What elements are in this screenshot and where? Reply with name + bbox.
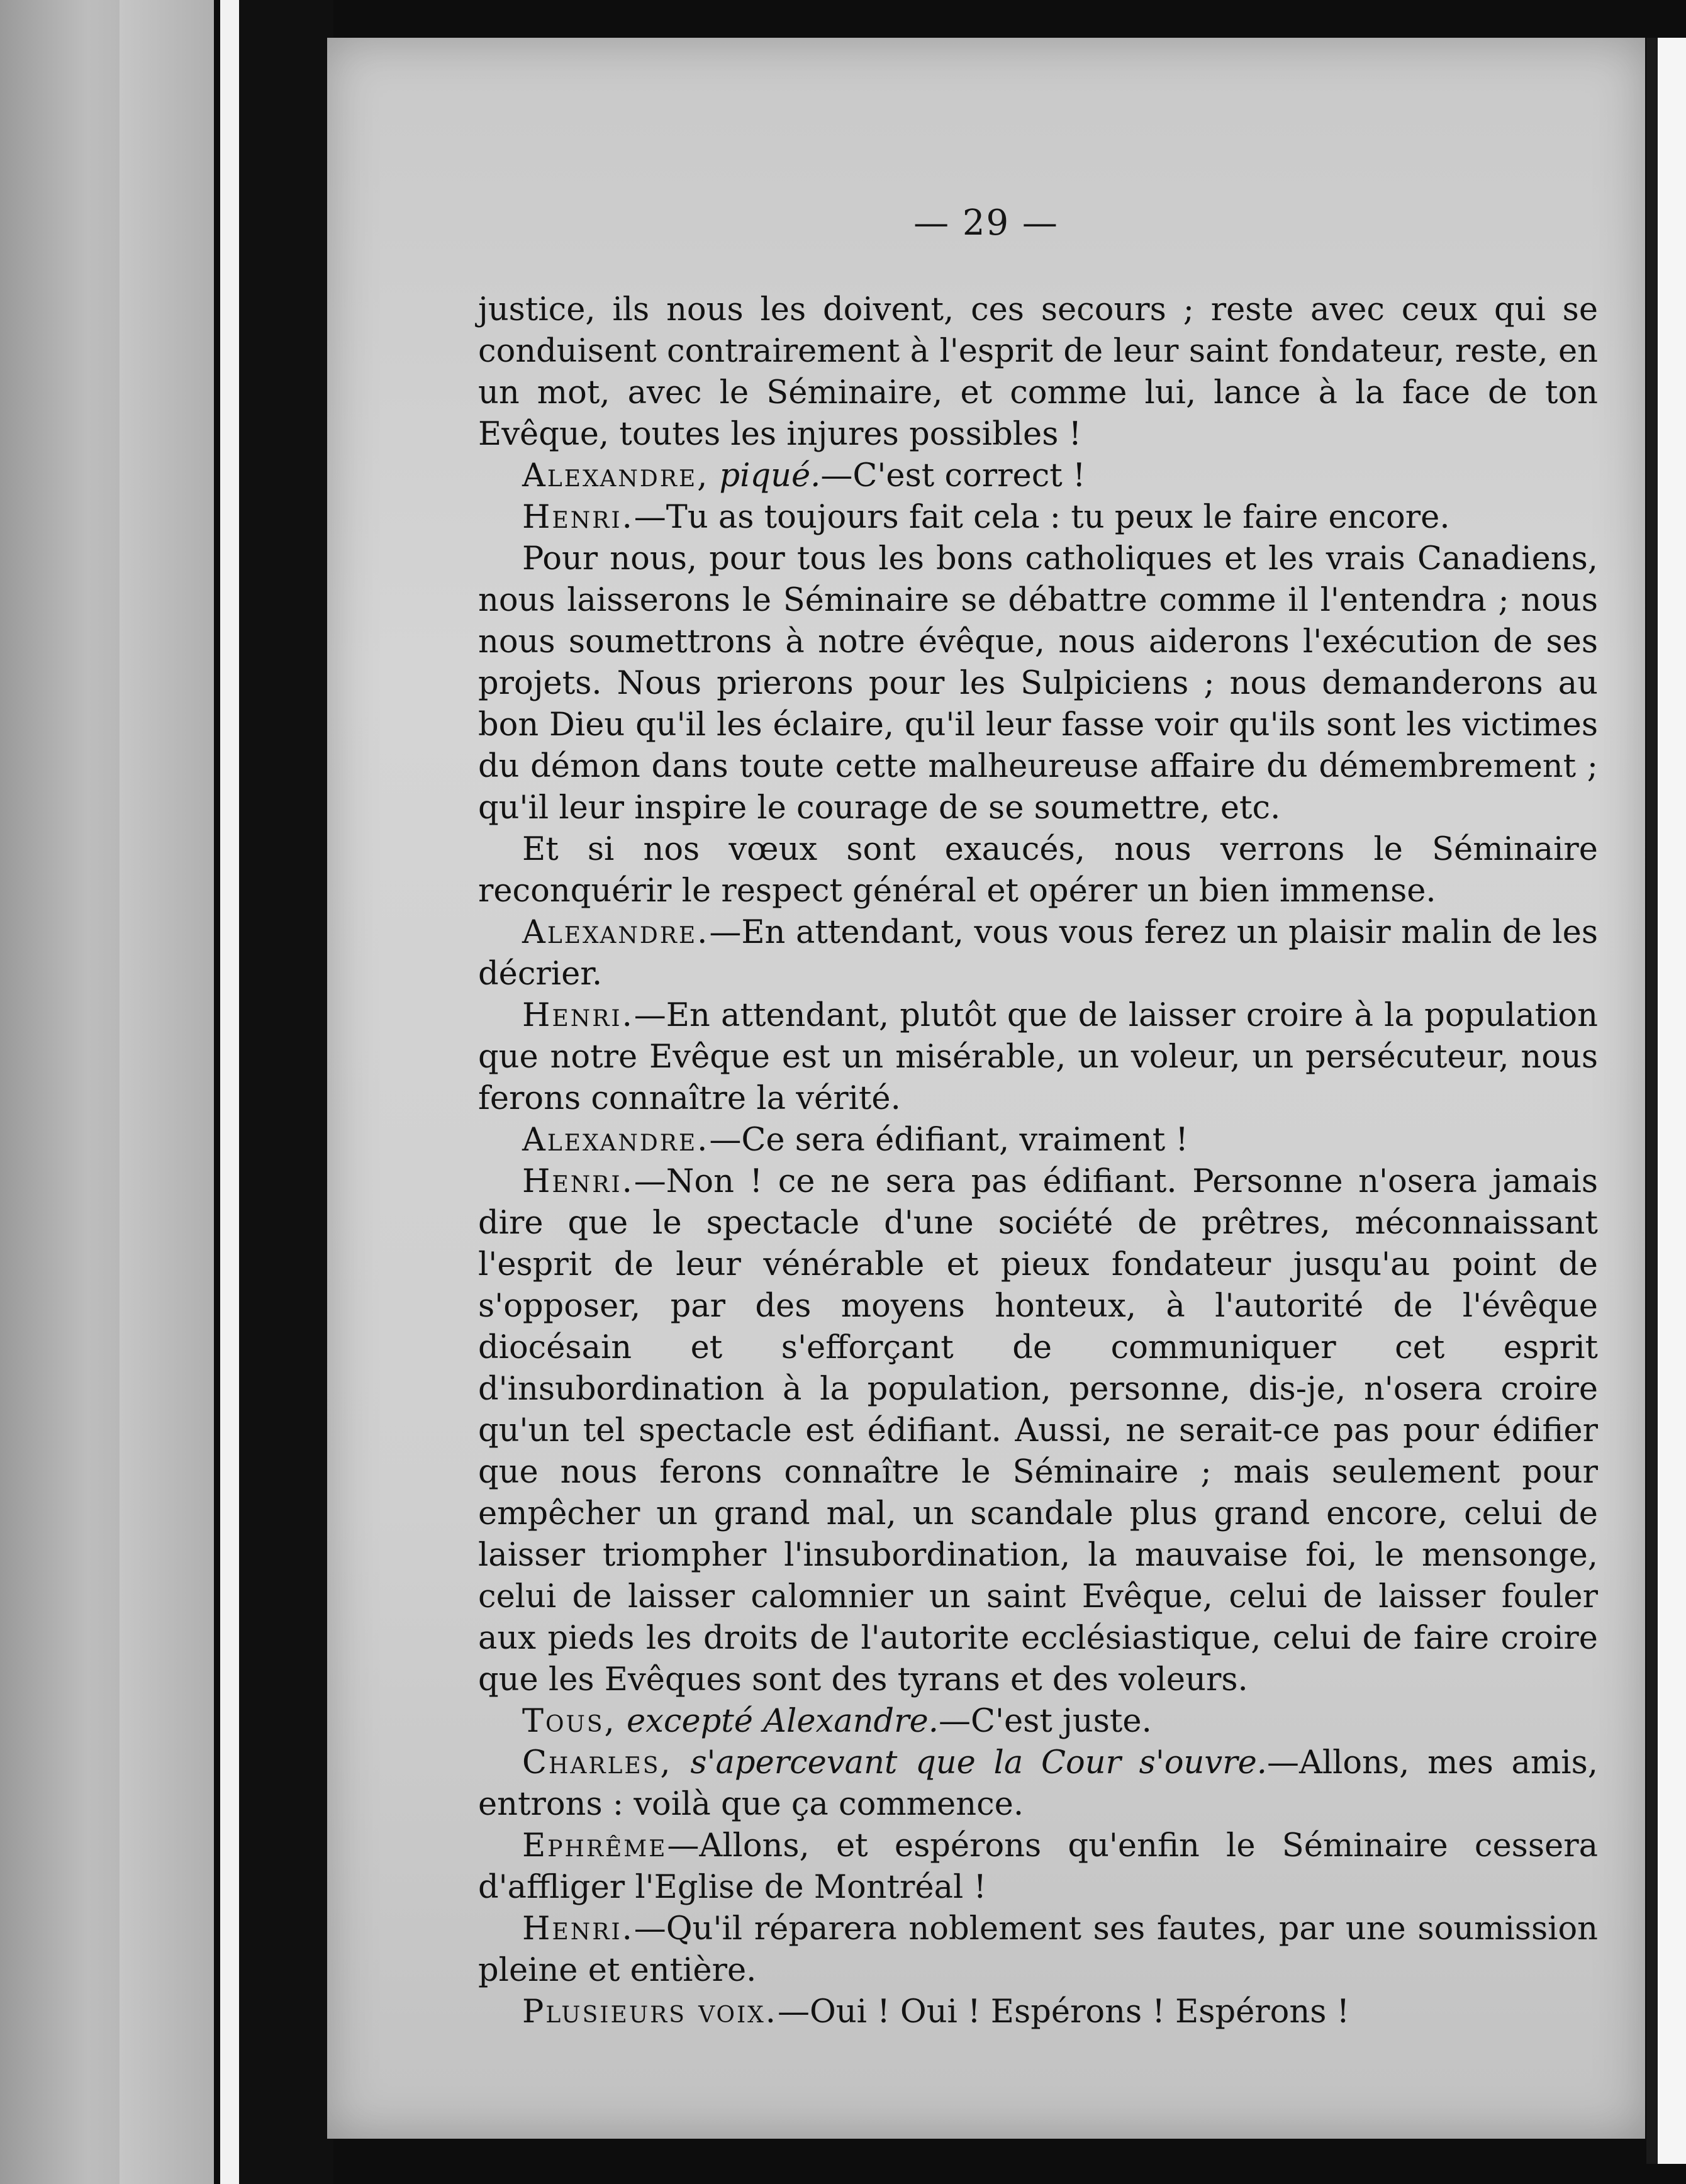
right-border [1658,38,1686,2164]
page-body [478,289,1598,2033]
paragraph-speaker: Plusieurs voix. [522,1993,778,2031]
paragraph-speaker: Tous, [522,1703,617,1740]
paragraph [478,1825,1598,1908]
paragraph-speaker: Henri. [522,1163,634,1200]
paragraph-text: Pour nous, pour tous les bons catholiques et les vrais Canadiens, nous laisserons le Séminaire se débattre comme il l'entendra ; nous nous soumettrons à notre évêque, nous aiderons l'exécution de ses projets. Nous prierons pour les Sulpiciens ; nous demanderons au bon Dieu qu'il les éclaire, qu'il leur fasse voir qu'ils sont les victimes du démon dans toute cette malheureuse affaire du démembrement ; qu'il leur inspire le courage de se soumettre, etc. [478,540,1598,827]
scanned-page [327,38,1645,2139]
paragraph-speaker: Alexandre. [522,1122,710,1159]
paragraph [478,1120,1598,1161]
paragraph [478,538,1598,829]
paragraph-text: —Allons, et espérons qu'enfin le Séminaire cessera d'affliger l'Eglise de Montréal ! [478,1827,1598,1906]
paragraph-speaker: Ephrême [522,1827,667,1864]
paragraph [478,829,1598,912]
paragraph-text: justice, ils nous les doivent, ces secours ; reste avec ceux qui se conduisent contrairement à l'esprit de leur saint fondateur, reste, en un mot, avec le Séminaire, et comme lui, lance à la face de ton Evêque, toutes les injures possibles ! [478,291,1598,453]
paragraph-text: —Oui ! Oui ! Espérons ! Espérons ! [778,1993,1350,2031]
paragraph-speaker: Henri. [522,1910,634,1947]
paragraph [478,1701,1598,1742]
paragraph-text: —Qu'il réparera noblement ses fautes, par une soumission pleine et entière. [478,1910,1598,1989]
gutter-shadow [239,0,333,2184]
page-number: — 29 — [913,203,1059,243]
paragraph-text: —En attendant, vous vous ferez un plaisir malin de les décrier. [478,914,1598,993]
paragraph-text: —Non ! ce ne sera pas édifiant. Personne n'osera jamais dire que le spectacle d'une société de prêtres, méconnaissant l'esprit de leur vénérable et pieux fondateur jusqu'au point de s'opposer, par des moyens honteux, à l'autorité de l'évêque diocésain et s'efforçant de communiquer cet esprit d'insubordination à la population, personne, dis-je, n'osera croire qu'un tel spectacle est édifiant. Aussi, ne serait-ce pas pour édifier que nous ferons connaître le Séminaire ; mais seulement pour empêcher un grand mal, un scandale plus grand encore, celui de laisser triompher l'insubordination, la mauvaise foi, le mensonge, celui de laisser calomnier un saint Evêque, celui de laisser fouler aux pieds les droits de l'autorite ecclésiastique, celui de faire croire que les Evêques sont des tyrans et des voleurs. [478,1163,1598,1698]
gutter-highlight [220,0,239,2184]
paragraph [478,289,1598,455]
paragraph-speaker: Charles, [522,1744,673,1781]
adjacent-page-margin [120,0,223,2184]
paragraph-text: —Ce sera édifiant, vraiment ! [709,1122,1188,1159]
paragraph [478,1908,1598,1992]
paragraph-speaker: Henri. [522,499,634,536]
paragraph-text: —Tu as toujours fait cela : tu peux le faire encore. [634,499,1450,536]
paragraph-direction: excepté Alexandre. [616,1703,939,1740]
paragraph-text: —C'est juste. [938,1703,1152,1740]
right-border-line [1646,38,1658,2164]
paragraph-speaker: Alexandre. [522,914,710,951]
paragraph [478,497,1598,538]
paragraph [478,912,1598,995]
paragraph [478,1742,1598,1825]
paragraph-speaker: Henri. [522,997,634,1034]
paragraph [478,455,1598,497]
paragraph [478,995,1598,1120]
paragraph-direction: piqué. [709,457,821,494]
paragraph-speaker: Alexandre, [522,457,710,494]
paragraph-text: —En attendant, plutôt que de laisser croire à la population que notre Evêque est un misérable, un voleur, un persécuteur, nous ferons connaître la vérité. [478,997,1598,1117]
paragraph-text: —Allons, mes amis, entrons : voilà que ça commence. [478,1744,1598,1823]
paragraph-direction: s'apercevant que la Cour s'ouvre. [672,1744,1267,1781]
paragraph-text: Et si nos vœux sont exaucés, nous verrons le Séminaire reconquérir le respect général et opérer un bien immense. [478,831,1598,910]
paragraph [478,1992,1598,2033]
paragraph [478,1161,1598,1701]
paragraph-text: —C'est correct ! [820,457,1086,494]
